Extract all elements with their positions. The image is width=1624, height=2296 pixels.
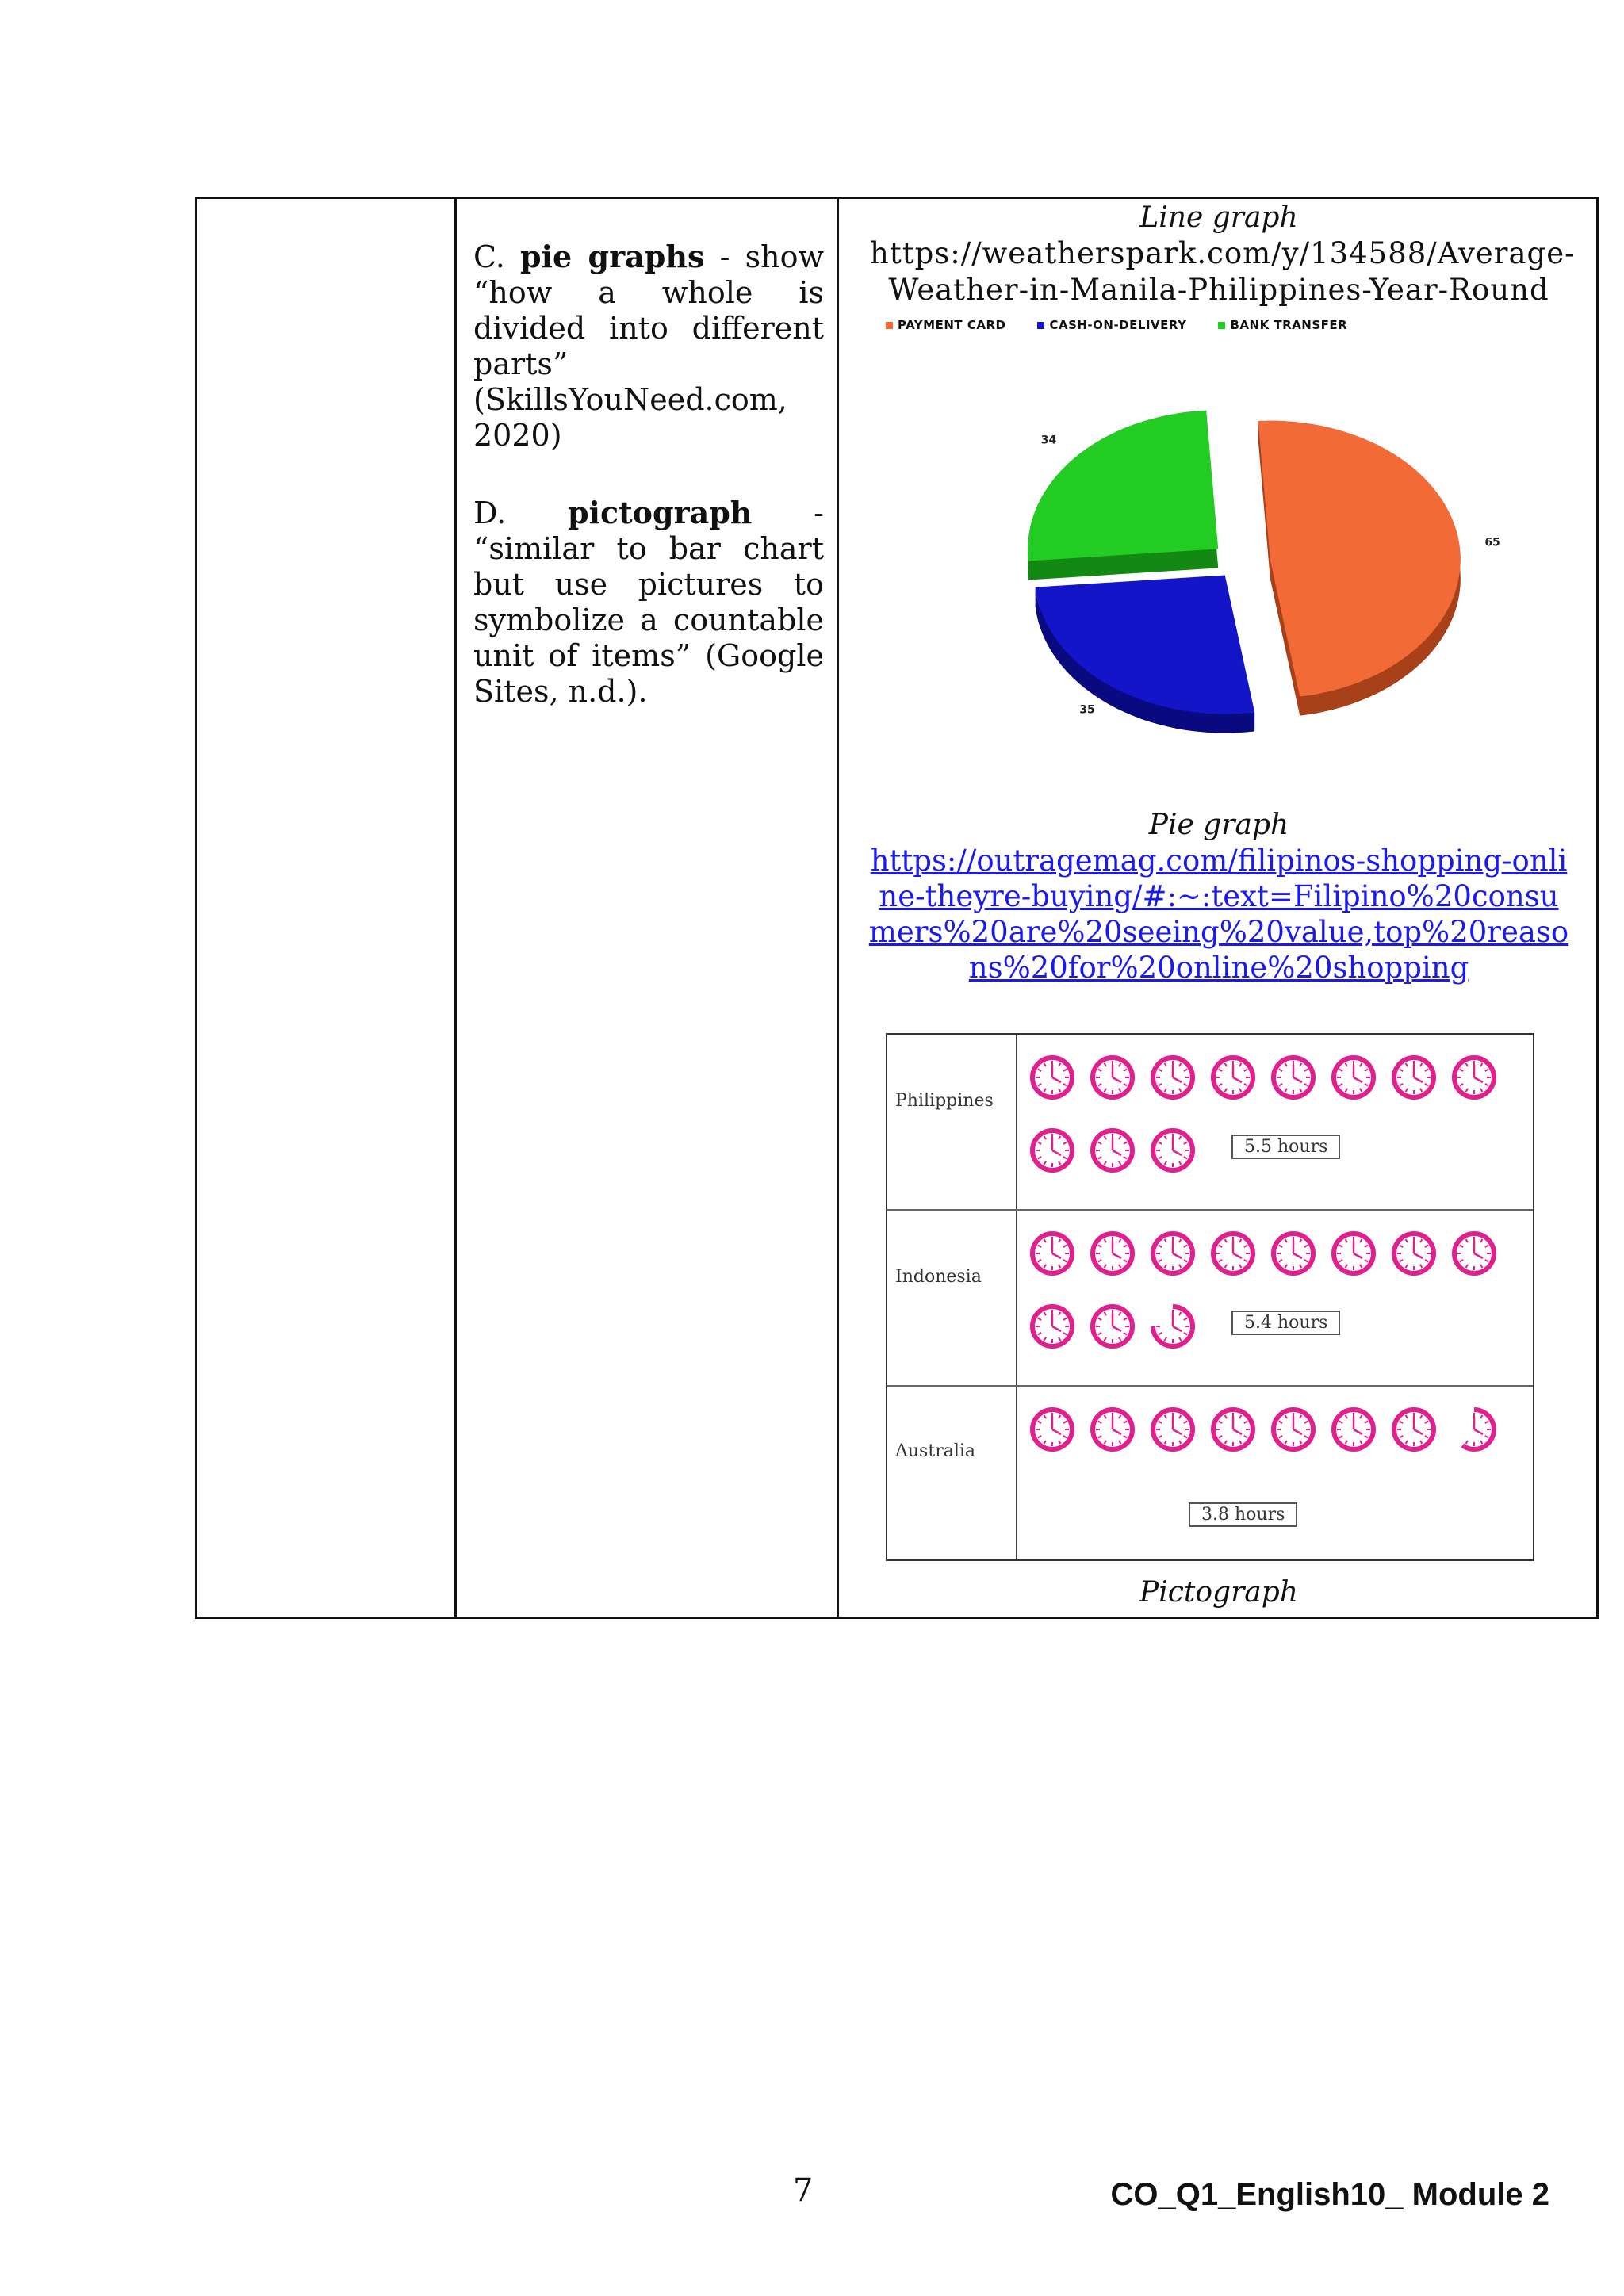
- pie-legend-item: [1037, 318, 1186, 332]
- examples-column: [838, 199, 1599, 1609]
- pie-legend-label: BANK TRANSFER: [1230, 318, 1348, 332]
- pie-legend-item: [886, 318, 1005, 332]
- clock-icon: [1450, 1406, 1498, 1453]
- pie-legend: [886, 318, 1599, 332]
- clock-icon: [1149, 1303, 1197, 1350]
- pictograph-divider: [1016, 1211, 1017, 1385]
- clock-icon: [1089, 1303, 1136, 1350]
- pie-data-label: 35: [1079, 703, 1095, 717]
- clock-icon: [1390, 1054, 1438, 1101]
- pie-slice: [1036, 576, 1255, 717]
- pictograph-country-label: Indonesia: [895, 1267, 982, 1287]
- column-divider: [454, 199, 457, 1617]
- clock-icon: [1149, 1230, 1197, 1277]
- clock-icon: [1149, 1054, 1197, 1101]
- pie-data-label: 34: [1040, 434, 1057, 447]
- clock-icon: [1209, 1406, 1257, 1453]
- pie-legend-swatch: [1218, 322, 1225, 329]
- clock-icon: [1390, 1230, 1438, 1277]
- line-graph-source: https://weatherspark.com/y/134588/Average-Weather-in-Manila-Philippines-Year-Round: [870, 236, 1576, 307]
- term-pie-graphs: pie graphs: [520, 239, 705, 274]
- pie-data-label: 65: [1484, 536, 1500, 549]
- pie-legend-swatch: [1037, 322, 1044, 329]
- pictograph-row: [887, 1035, 1533, 1211]
- definition-pictograph: D. pictograph - “similar to bar chart but use pictures to symbolize a countable unit of items” (Google Sites, n.d.).: [473, 495, 824, 709]
- clock-icon: [1270, 1230, 1317, 1277]
- definitions-column: [473, 239, 824, 751]
- clock-icon: [1089, 1230, 1136, 1277]
- line-graph-caption: Line graph: [1139, 201, 1298, 234]
- pie-legend-swatch: [886, 322, 893, 329]
- pictograph-chart: [886, 1033, 1534, 1561]
- pictograph-country-label: Australia: [895, 1441, 976, 1461]
- module-code: CO_Q1_English10_ Module 2: [1110, 2177, 1549, 2212]
- clock-icon: [1450, 1230, 1498, 1277]
- clock-icon: [1209, 1230, 1257, 1277]
- definition-pie-graphs: C. pie graphs - show “how a whole is divided into different parts” (SkillsYouNeed.com, 2020): [473, 239, 824, 453]
- pictograph-row: [887, 1211, 1533, 1387]
- pie-graph-caption: Pie graph: [1148, 809, 1289, 841]
- clock-icon: [1028, 1303, 1076, 1350]
- clock-icon: [1028, 1230, 1076, 1277]
- pie-chart: [838, 332, 1599, 808]
- pie-legend-label: PAYMENT CARD: [898, 318, 1006, 332]
- clock-icon: [1270, 1054, 1317, 1101]
- pie-legend-item: [1218, 318, 1347, 332]
- pictograph-hours-label: 5.5 hours: [1231, 1135, 1340, 1159]
- clock-icon: [1390, 1406, 1438, 1453]
- clock-icon: [1330, 1230, 1377, 1277]
- pictograph-hours-label: 3.8 hours: [1189, 1502, 1297, 1527]
- pictograph-country-label: Philippines: [895, 1091, 994, 1111]
- pie-legend-label: CASH-ON-DELIVERY: [1049, 318, 1187, 332]
- clock-icon: [1028, 1127, 1076, 1174]
- pictograph-divider: [1016, 1387, 1017, 1559]
- clock-icon: [1330, 1406, 1377, 1453]
- clock-icon: [1028, 1054, 1076, 1101]
- pictograph-divider: [1016, 1035, 1017, 1209]
- term-pictograph: pictograph: [567, 495, 753, 530]
- content-table: [195, 197, 1599, 1619]
- pie-graph-source-link[interactable]: https://outragemag.com/filipinos-shopping-online-theyre-buying/#:~:text=Filipino%20consumers%20are%20seeing%20value,top%20reasons%20for%20online%20shopping: [868, 844, 1569, 985]
- clock-icon: [1270, 1406, 1317, 1453]
- pictograph-hours-label: 5.4 hours: [1231, 1311, 1340, 1335]
- clock-icon: [1209, 1054, 1257, 1101]
- clock-icon: [1089, 1127, 1136, 1174]
- clock-icon: [1089, 1054, 1136, 1101]
- clock-icon: [1028, 1406, 1076, 1453]
- clock-icon: [1330, 1054, 1377, 1101]
- page-number: 7: [793, 2172, 814, 2209]
- clock-icon: [1089, 1406, 1136, 1453]
- clock-icon: [1149, 1406, 1197, 1453]
- pie-slice: [1028, 411, 1218, 561]
- clock-icon: [1450, 1054, 1498, 1101]
- clock-icon: [1149, 1127, 1197, 1174]
- pictograph-caption: Pictograph: [1139, 1576, 1298, 1609]
- pictograph-row: [887, 1387, 1533, 1559]
